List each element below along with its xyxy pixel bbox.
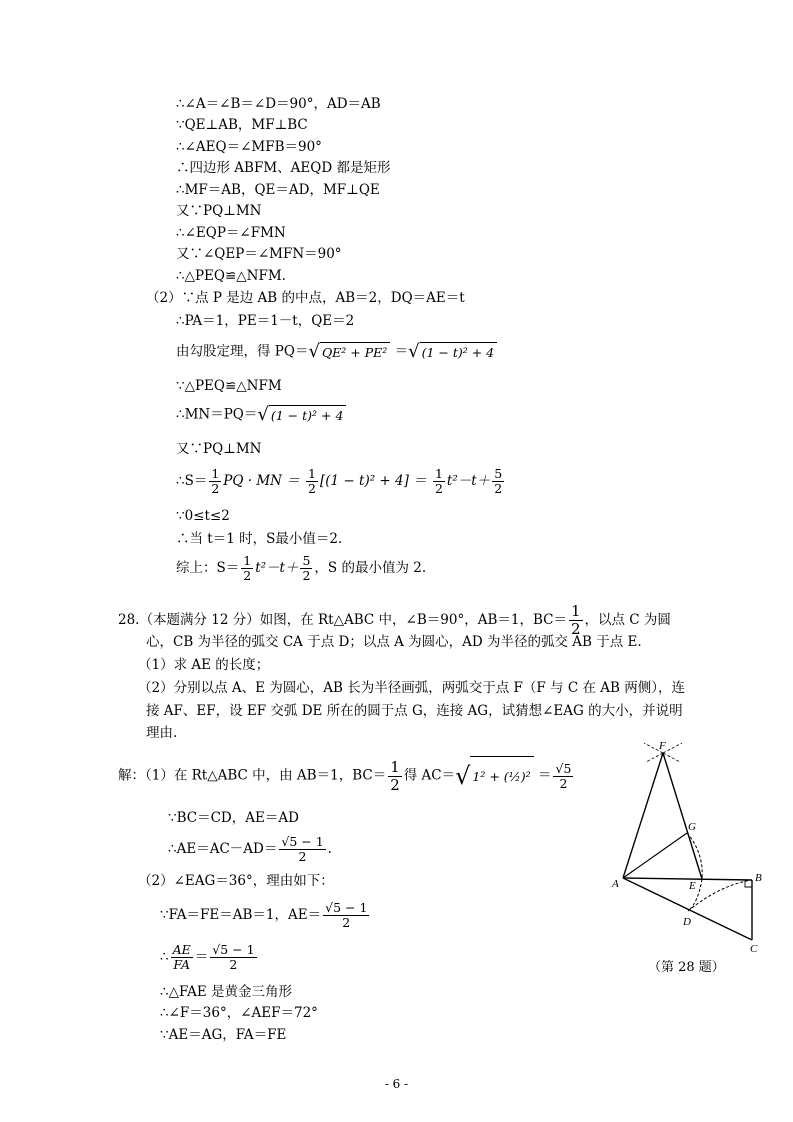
proof-line-1: ∴∠A＝∠B＝∠D＝90°，AD＝AB <box>176 96 381 112</box>
segment-fe <box>663 753 702 879</box>
geometry-figure <box>600 735 780 975</box>
proof-line-6: 又∵PQ⊥MN <box>176 203 262 219</box>
fa-prefix: ∵FA＝FE＝AB＝1，AE＝ <box>160 907 322 923</box>
label-d: D <box>683 916 691 928</box>
sol-line-2: ∵BC＝CD，AE＝AD <box>168 810 299 826</box>
equals: ＝ <box>537 767 552 784</box>
part2-line-9: ∴当 t＝1 时，S最小值＝2. <box>176 531 343 547</box>
label-g: G <box>688 821 696 833</box>
figure-caption: （第 28 题） <box>648 960 725 975</box>
label-c: C <box>750 943 758 955</box>
part2-line-1: （2）∵点 P 是边 AB 的中点，AB＝2，DQ＝AE＝t <box>146 290 465 306</box>
label-f: F <box>659 740 666 752</box>
segment-ac <box>623 878 752 940</box>
part2-line-8: ∵0≤t≤2 <box>176 508 230 524</box>
fraction-sqrt5-over-2: $\frac{√5}{2}$ <box>555 760 572 791</box>
t-expression: t²－t＋ <box>446 473 491 489</box>
sol-line-4: （2）∠EAG＝36°，理由如下： <box>138 873 334 889</box>
proof-line-2: ∵QE⊥AB，MF⊥BC <box>176 117 308 133</box>
sqrt-expression: √ 1² + (½)² <box>455 756 534 796</box>
q28-stem: 28.（本题满分 12 分）如图，在 Rt△ABC 中，∠B＝90°，AB＝1，BC＝ <box>118 612 567 628</box>
sol-line-3 <box>168 832 332 866</box>
sol-line-1 <box>118 756 575 796</box>
fraction-half: $\frac{1}{2}$ <box>434 466 443 496</box>
part2-line-10 <box>176 551 426 585</box>
proof-line-4: ∴四边形 ABFM、AEQD 都是矩形 <box>176 160 391 176</box>
proof-line-9: ∴△PEQ≌△NFM. <box>176 268 286 284</box>
part2-line-3 <box>176 342 497 362</box>
summary-prefix: 综上：S＝ <box>176 560 240 576</box>
fraction-half: $\frac{1}{2}$ <box>211 466 220 496</box>
fraction-half: $\frac{1}{2}$ <box>570 602 581 638</box>
segment-ag <box>623 833 687 878</box>
sol-prefix: 解：（1）在 Rt△ABC 中，由 AB＝1，BC＝ <box>118 767 387 784</box>
fraction-five-halves: $\frac{5}{2}$ <box>302 553 311 583</box>
q28-stem-end: ，以点 C 为圆 <box>584 612 671 628</box>
part2-line-6: 又∵PQ⊥MN <box>176 441 262 457</box>
area-prefix: ∴S＝ <box>176 473 208 489</box>
label-a: A <box>612 878 619 890</box>
page-number: - 6 - <box>384 1077 409 1091</box>
part2-line-2: ∴PA＝1，PE＝1－t，QE＝2 <box>176 313 355 329</box>
bracket-expression: [(1 − t)² + 4] ＝ <box>320 473 427 489</box>
part2-line-7 <box>176 464 506 498</box>
therefore: ∴ <box>160 949 169 965</box>
fraction-golden: $\frac{√5 - 1}{2}$ <box>212 942 255 972</box>
equals: ＝ <box>194 949 209 965</box>
period: . <box>327 841 332 857</box>
segment-ab <box>623 878 752 880</box>
q28-line-3: （1）求 AE 的长度； <box>138 657 270 673</box>
sol-line-7: ∴△FAE 是黄金三角形 <box>160 984 293 1000</box>
fraction-golden: $\frac{√5 - 1}{2}$ <box>325 900 368 930</box>
sqrt-expression: √ (1 − t)² + 4 <box>408 342 497 362</box>
mn-prefix: ∴MN＝PQ＝ <box>176 406 258 423</box>
part2-line-4: ∵△PEQ≌△NFM <box>176 378 282 394</box>
pythag-prefix: 由勾股定理，得 PQ＝ <box>176 343 309 360</box>
q28-line-5: 接 AF、EF，设 EF 交弧 DE 所在的圆于点 G，连接 AG，试猜想∠EAG 的大小，并说明 <box>146 703 683 719</box>
proof-line-5: ∴MF＝AB，QE＝AD，MF⊥QE <box>176 182 380 198</box>
t-expression: t²－t＋ <box>255 560 299 576</box>
proof-line-7: ∴∠EQP＝∠FMN <box>176 225 286 241</box>
label-e: E <box>689 880 696 892</box>
fraction-half: $\frac{1}{2}$ <box>243 553 252 583</box>
proof-line-3: ∴∠AEQ＝∠MFB＝90° <box>176 139 322 155</box>
sol-line-9: ∵AE＝AG，FA＝FE <box>160 1027 287 1043</box>
fraction-five-halves: $\frac{5}{2}$ <box>494 466 503 496</box>
fraction-golden: $\frac{√5 - 1}{2}$ <box>281 834 324 864</box>
equals: ＝ <box>394 343 409 360</box>
sol-line-5 <box>160 898 371 932</box>
ae-prefix: ∴AE＝AC－AD＝ <box>168 841 278 857</box>
sol-line-6 <box>160 940 259 974</box>
q28-line-4: （2）分别以点 A、E 为圆心，AB 长为半径画弧，两弧交于点 F（F 与 C 在 AB 两侧），连 <box>138 680 685 696</box>
fraction-half: $\frac{1}{2}$ <box>390 757 400 794</box>
proof-line-8: 又∵∠QEP＝∠MFN＝90° <box>176 246 342 262</box>
q28-line-2: 心，CB 为半径的弧交 CA 于点 D；以点 A 为圆心，AD 为半径的弧交 AB 于点 E. <box>146 634 642 650</box>
sqrt-expression: √ (1 − t)² + 4 <box>257 405 346 425</box>
summary-suffix: ，S 的最小值为 2. <box>314 560 427 576</box>
sol-line-8: ∴∠F＝36°，∠AEF＝72° <box>160 1005 318 1021</box>
fraction-ae-fa: $\frac{AE}{FA}$ <box>172 942 191 972</box>
part2-line-5 <box>176 405 346 425</box>
fraction-half: $\frac{1}{2}$ <box>308 466 316 496</box>
pq-mn: PQ · MN ＝ <box>223 473 300 489</box>
sol-de: 得 AC＝ <box>403 767 456 784</box>
q28-line-6: 理由. <box>146 725 178 741</box>
label-b: B <box>755 872 762 884</box>
sqrt-expression: √ QE² + PE² <box>308 342 390 362</box>
segment-af <box>623 753 663 878</box>
